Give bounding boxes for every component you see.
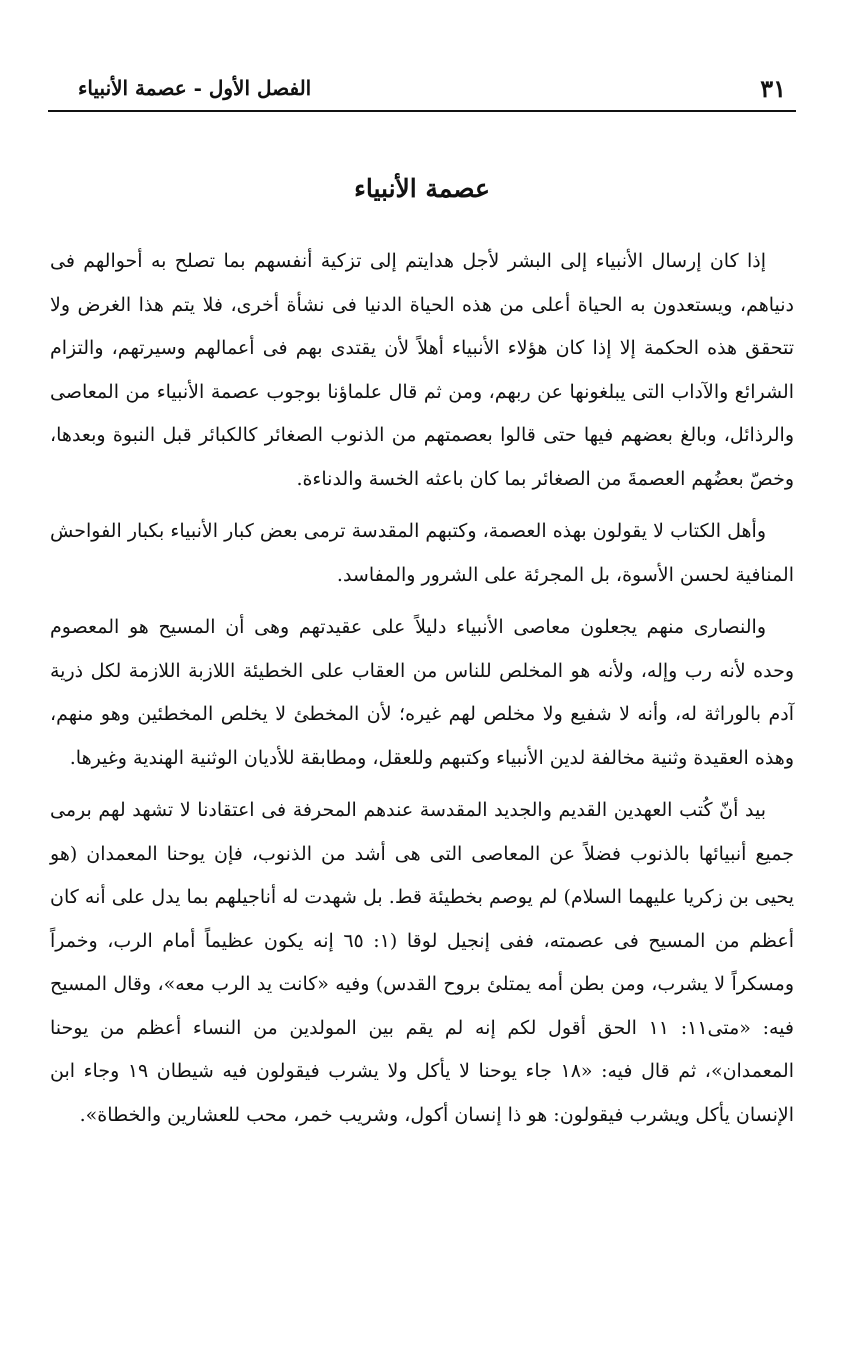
- running-header: [48, 74, 796, 112]
- paragraph: والنصارى منهم يجعلون معاصى الأنبياء دليلاً على عقيدتهم وهى أن المسيح هو المعصوم وحده لأنه رب وإله، ولأنه هو المخلص للناس من العقاب على الخطيئة اللازبة اللازمة لكل ذرية آدم بالوراثة له، وأنه لا شفيع ولا مخلص لهم غيره؛ لأن المخطئ لا يخلص المخطئين وهو منهم، وهذه العقيدة وثنية مخالفة لدين الأنبياء وكتبهم وللعقل، ومطابقة للأديان الوثنية الهندية وغيرها.: [50, 616, 794, 769]
- body-text: [50, 240, 794, 1146]
- paragraph: بيد أنّ كُتب العهدين القديم والجديد المقدسة عندهم المحرفة فى اعتقادنا لا تشهد لهم برمى جميع أنبيائها بالذنوب فضلاً عن المعاصى التى هى أشد من الذنوب، فإن يوحنا المعمدان (هو يحيى بن زكريا عليهما السلام) لم يوصم بخطيئة قط. بل شهدت له أناجيلهم بما يدل على أنه كان أعظم من المسيح فى عصمته، ففى إنجيل لوقا (١: ٦٥ إنه يكون عظيماً أمام الرب، وخمراً ومسكراً لا يشرب، ومن بطن أمه يمتلئ بروح القدس) وفيه «كانت يد الرب معه»، وقال المسيح فيه: «متى١١: ١١ الحق أقول لكم إنه لم يقم بين المولدين من النساء أعظم من يوحنا المعمدان»، ثم قال فيه: «١٨ جاء يوحنا لا يأكل ولا يشرب فيقولون فيه شيطان ١٩ وجاء ابن الإنسان يأكل ويشرب فيقولون: هو ذا إنسان أكول، وشريب خمر، محب للعشارين والخطاة».: [50, 799, 794, 1126]
- paragraph: وأهل الكتاب لا يقولون بهذه العصمة، وكتبهم المقدسة ترمى بعض كبار الأنبياء بكبار الفواحش المنافية لحسن الأسوة، بل المجرئة على الشرور والمفاسد.: [50, 520, 794, 586]
- running-title: الفصل الأول - عصمة الأنبياء: [78, 76, 312, 100]
- section-title: عصمة الأنبياء: [354, 174, 490, 203]
- paragraph: إذا كان إرسال الأنبياء إلى البشر لأجل هدايتم إلى تزكية أنفسهم بما تصلح به أحوالهم فى دنياهم، ويستعدون به الحياة أعلى من هذه الحياة الدنيا فى نشأة أخرى، فلا يتم هذا الغرض ولا تتحقق هذه الحكمة إلا إذا كان هؤلاء الأنبياء أهلاً لأن يقتدى بهم فى أعمالهم وسيرتهم، والتزام الشرائع والآداب التى يبلغونها عن ربهم، ومن ثم قال علماؤنا بوجوب عصمة الأنبياء من المعاصى والرذائل، وبالغ بعضهم فيها حتى قالوا بعصمتهم من الذنوب الصغائر كالكبائر قبل النبوة وبعدها، وخصّ بعضُهم العصمةَ من الصغائر بما كان باعثه الخسة والدناءة.: [50, 250, 794, 490]
- page-number: ٣١: [760, 74, 786, 103]
